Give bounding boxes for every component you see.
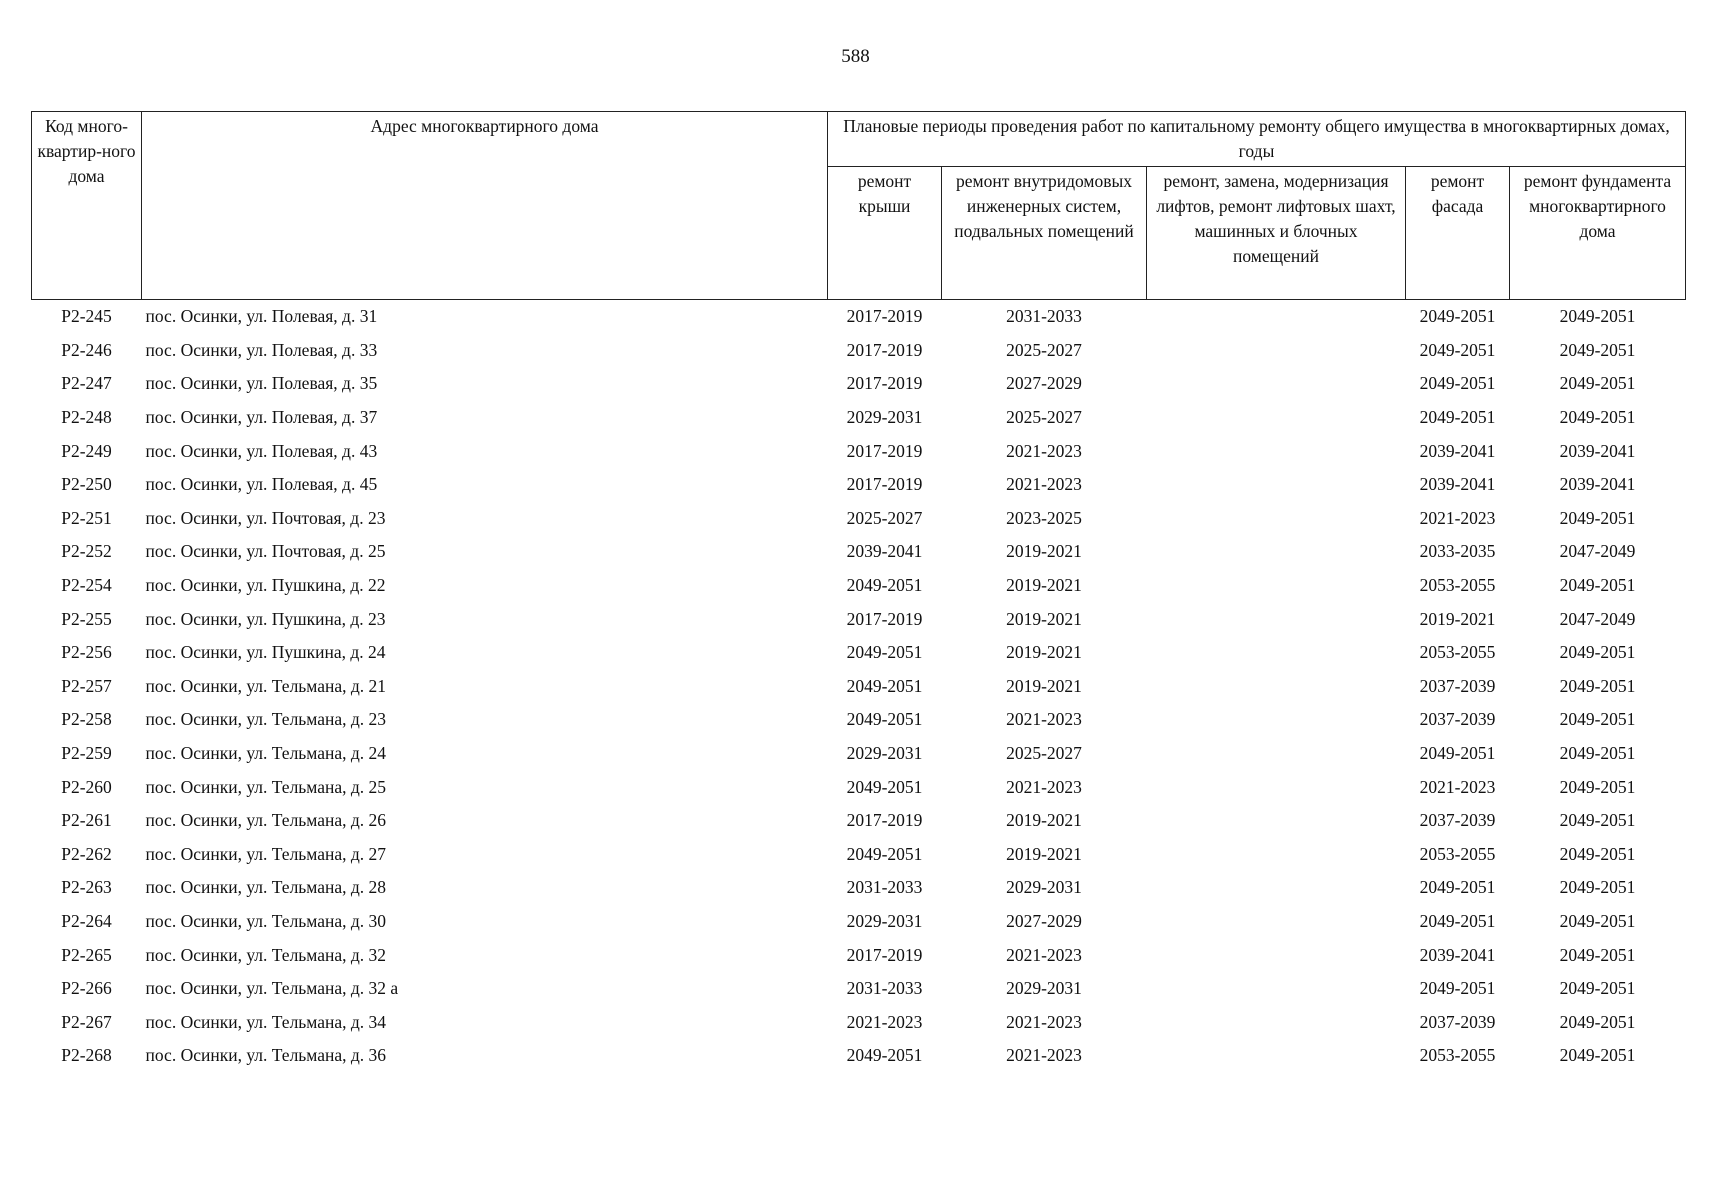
cell-systems: 2029-2031 xyxy=(1006,978,1082,999)
cell-foundation: 2049-2051 xyxy=(1559,306,1636,327)
cell-address: пос. Осинки, ул. Полевая, д. 33 xyxy=(145,339,378,360)
table-row xyxy=(32,770,1686,804)
cell-address: пос. Осинки, ул. Тельмана, д. 23 xyxy=(145,709,387,730)
cell-address: пос. Осинки, ул. Тельмана, д. 32 а xyxy=(145,978,399,999)
cell-facade: 2053-2055 xyxy=(1419,575,1496,596)
cell-lifts xyxy=(1147,602,1406,636)
cell-systems: 2027-2029 xyxy=(1006,910,1082,931)
cell-code: P2-246 xyxy=(61,339,112,360)
table-row xyxy=(32,938,1686,972)
header-roof: ремонт крыши xyxy=(828,167,942,300)
cell-code: P2-257 xyxy=(61,675,112,696)
cell-foundation: 2049-2051 xyxy=(1559,1045,1636,1066)
cell-lifts xyxy=(1147,1005,1406,1039)
cell-roof: 2049-2051 xyxy=(846,575,923,596)
cell-systems: 2023-2025 xyxy=(1006,507,1082,528)
header-code: Код много-квартир-ного дома xyxy=(32,112,142,300)
cell-roof: 2017-2019 xyxy=(846,440,923,461)
cell-lifts xyxy=(1147,468,1406,502)
cell-code: P2-264 xyxy=(61,910,112,931)
cell-facade: 2049-2051 xyxy=(1419,910,1496,931)
cell-code: P2-266 xyxy=(61,978,112,999)
cell-roof: 2025-2027 xyxy=(846,507,923,528)
cell-lifts xyxy=(1147,670,1406,704)
cell-lifts xyxy=(1147,905,1406,939)
cell-code: P2-248 xyxy=(61,407,112,428)
cell-facade: 2049-2051 xyxy=(1419,373,1496,394)
table-header xyxy=(32,112,1686,300)
cell-foundation: 2049-2051 xyxy=(1559,642,1636,663)
cell-roof: 2049-2051 xyxy=(846,843,923,864)
cell-roof: 2017-2019 xyxy=(846,810,923,831)
table-row xyxy=(32,871,1686,905)
cell-roof: 2049-2051 xyxy=(846,675,923,696)
cell-roof: 2049-2051 xyxy=(846,709,923,730)
cell-foundation: 2047-2049 xyxy=(1559,608,1636,629)
cell-code: P2-251 xyxy=(61,507,112,528)
cell-facade: 2049-2051 xyxy=(1419,978,1496,999)
cell-foundation: 2039-2041 xyxy=(1559,474,1636,495)
cell-facade: 2033-2035 xyxy=(1419,541,1496,562)
table-row xyxy=(32,367,1686,401)
table-row xyxy=(32,1039,1686,1073)
header-lifts: ремонт, замена, модернизация лифтов, ремонт лифтовых шахт, машинных и блочных помещений xyxy=(1147,167,1406,300)
cell-facade: 2053-2055 xyxy=(1419,1045,1496,1066)
cell-address: пос. Осинки, ул. Полевая, д. 45 xyxy=(145,474,378,495)
cell-foundation: 2049-2051 xyxy=(1559,339,1636,360)
cell-address: пос. Осинки, ул. Тельмана, д. 28 xyxy=(145,877,387,898)
cell-roof: 2017-2019 xyxy=(846,339,923,360)
cell-code: P2-265 xyxy=(61,944,112,965)
cell-code: P2-268 xyxy=(61,1045,112,1066)
table-row xyxy=(32,670,1686,704)
cell-address: пос. Осинки, ул. Полевая, д. 31 xyxy=(145,306,378,327)
cell-address: пос. Осинки, ул. Тельмана, д. 26 xyxy=(145,810,387,831)
cell-facade: 2037-2039 xyxy=(1419,810,1496,831)
cell-code: P2-260 xyxy=(61,776,112,797)
cell-code: P2-261 xyxy=(61,810,112,831)
cell-systems: 2019-2021 xyxy=(1006,843,1082,864)
cell-systems: 2029-2031 xyxy=(1006,877,1082,898)
table-row xyxy=(32,434,1686,468)
cell-address: пос. Осинки, ул. Полевая, д. 35 xyxy=(145,373,378,394)
cell-roof: 2049-2051 xyxy=(846,776,923,797)
cell-foundation: 2049-2051 xyxy=(1559,373,1636,394)
cell-lifts xyxy=(1147,367,1406,401)
table-body xyxy=(32,300,1686,1073)
cell-address: пос. Осинки, ул. Тельмана, д. 24 xyxy=(145,743,387,764)
table-row xyxy=(32,838,1686,872)
cell-foundation: 2049-2051 xyxy=(1559,843,1636,864)
cell-systems: 2027-2029 xyxy=(1006,373,1082,394)
cell-address: пос. Осинки, ул. Полевая, д. 37 xyxy=(145,407,378,428)
table-row xyxy=(32,972,1686,1006)
cell-lifts xyxy=(1147,838,1406,872)
cell-roof: 2039-2041 xyxy=(846,541,923,562)
cell-address: пос. Осинки, ул. Пушкина, д. 22 xyxy=(145,575,386,596)
capital-repair-table xyxy=(31,111,1686,1073)
cell-facade: 2053-2055 xyxy=(1419,642,1496,663)
cell-foundation: 2039-2041 xyxy=(1559,440,1636,461)
cell-roof: 2031-2033 xyxy=(846,978,923,999)
cell-lifts xyxy=(1147,535,1406,569)
cell-foundation: 2049-2051 xyxy=(1559,407,1636,428)
cell-lifts xyxy=(1147,737,1406,771)
cell-code: P2-252 xyxy=(61,541,112,562)
cell-address: пос. Осинки, ул. Почтовая, д. 25 xyxy=(145,541,386,562)
cell-systems: 2021-2023 xyxy=(1006,776,1082,797)
cell-systems: 2019-2021 xyxy=(1006,675,1082,696)
header-systems: ремонт внутридомовых инженерных систем, подвальных помещений xyxy=(942,167,1147,300)
table-row xyxy=(32,535,1686,569)
cell-roof: 2017-2019 xyxy=(846,474,923,495)
cell-systems: 2019-2021 xyxy=(1006,575,1082,596)
table-row xyxy=(32,502,1686,536)
cell-facade: 2049-2051 xyxy=(1419,339,1496,360)
cell-lifts xyxy=(1147,300,1406,334)
cell-code: P2-245 xyxy=(61,306,112,327)
cell-systems: 2025-2027 xyxy=(1006,339,1082,360)
cell-code: P2-250 xyxy=(61,474,112,495)
cell-roof: 2017-2019 xyxy=(846,306,923,327)
cell-address: пос. Осинки, ул. Тельмана, д. 32 xyxy=(145,944,387,965)
cell-systems: 2019-2021 xyxy=(1006,541,1082,562)
cell-foundation: 2049-2051 xyxy=(1559,743,1636,764)
cell-roof: 2029-2031 xyxy=(846,910,923,931)
cell-systems: 2021-2023 xyxy=(1006,474,1082,495)
cell-address: пос. Осинки, ул. Тельмана, д. 36 xyxy=(145,1045,387,1066)
cell-code: P2-263 xyxy=(61,877,112,898)
cell-systems: 2019-2021 xyxy=(1006,642,1082,663)
header-planned-periods: Плановые периоды проведения работ по капитальному ремонту общего имущества в многоквартирных домах, годы xyxy=(828,112,1686,167)
table-row xyxy=(32,602,1686,636)
cell-foundation: 2049-2051 xyxy=(1559,1011,1636,1032)
header-foundation: ремонт фундамента многоквартирного дома xyxy=(1510,167,1686,300)
cell-address: пос. Осинки, ул. Тельмана, д. 27 xyxy=(145,843,387,864)
cell-foundation: 2049-2051 xyxy=(1559,978,1636,999)
cell-code: P2-247 xyxy=(61,373,112,394)
cell-systems: 2021-2023 xyxy=(1006,944,1082,965)
cell-lifts xyxy=(1147,703,1406,737)
cell-address: пос. Осинки, ул. Пушкина, д. 24 xyxy=(145,642,386,663)
cell-systems: 2025-2027 xyxy=(1006,743,1082,764)
cell-facade: 2019-2021 xyxy=(1419,608,1496,629)
cell-lifts xyxy=(1147,972,1406,1006)
cell-lifts xyxy=(1147,938,1406,972)
cell-facade: 2053-2055 xyxy=(1419,843,1496,864)
cell-roof: 2031-2033 xyxy=(846,877,923,898)
table-row xyxy=(32,401,1686,435)
cell-code: P2-254 xyxy=(61,575,112,596)
header-address: Адрес многоквартирного дома xyxy=(142,112,828,300)
header-facade: ремонт фасада xyxy=(1406,167,1510,300)
cell-roof: 2017-2019 xyxy=(846,608,923,629)
cell-address: пос. Осинки, ул. Полевая, д. 43 xyxy=(145,440,378,461)
cell-systems: 2019-2021 xyxy=(1006,810,1082,831)
cell-foundation: 2049-2051 xyxy=(1559,944,1636,965)
cell-systems: 2019-2021 xyxy=(1006,608,1082,629)
cell-roof: 2021-2023 xyxy=(846,1011,923,1032)
cell-facade: 2049-2051 xyxy=(1419,877,1496,898)
cell-systems: 2025-2027 xyxy=(1006,407,1082,428)
cell-facade: 2049-2051 xyxy=(1419,306,1496,327)
cell-systems: 2021-2023 xyxy=(1006,1045,1082,1066)
cell-code: P2-255 xyxy=(61,608,112,629)
cell-address: пос. Осинки, ул. Тельмана, д. 30 xyxy=(145,910,387,931)
cell-lifts xyxy=(1147,569,1406,603)
cell-facade: 2039-2041 xyxy=(1419,440,1496,461)
table-row xyxy=(32,1005,1686,1039)
table-row xyxy=(32,468,1686,502)
cell-foundation: 2047-2049 xyxy=(1559,541,1636,562)
cell-roof: 2029-2031 xyxy=(846,407,923,428)
cell-facade: 2037-2039 xyxy=(1419,1011,1496,1032)
cell-lifts xyxy=(1147,434,1406,468)
cell-code: P2-258 xyxy=(61,709,112,730)
table-row xyxy=(32,737,1686,771)
cell-code: P2-262 xyxy=(61,843,112,864)
cell-roof: 2017-2019 xyxy=(846,944,923,965)
cell-code: P2-256 xyxy=(61,642,112,663)
cell-code: P2-249 xyxy=(61,440,112,461)
table-row xyxy=(32,905,1686,939)
cell-facade: 2021-2023 xyxy=(1419,776,1496,797)
table-row xyxy=(32,300,1686,334)
cell-facade: 2049-2051 xyxy=(1419,743,1496,764)
cell-address: пос. Осинки, ул. Тельмана, д. 34 xyxy=(145,1011,387,1032)
cell-facade: 2039-2041 xyxy=(1419,474,1496,495)
cell-lifts xyxy=(1147,636,1406,670)
cell-lifts xyxy=(1147,401,1406,435)
table-row xyxy=(32,569,1686,603)
cell-facade: 2039-2041 xyxy=(1419,944,1496,965)
cell-foundation: 2049-2051 xyxy=(1559,675,1636,696)
cell-foundation: 2049-2051 xyxy=(1559,709,1636,730)
cell-lifts xyxy=(1147,770,1406,804)
cell-foundation: 2049-2051 xyxy=(1559,810,1636,831)
cell-foundation: 2049-2051 xyxy=(1559,507,1636,528)
cell-address: пос. Осинки, ул. Тельмана, д. 25 xyxy=(145,776,387,797)
cell-facade: 2037-2039 xyxy=(1419,709,1496,730)
cell-roof: 2029-2031 xyxy=(846,743,923,764)
cell-lifts xyxy=(1147,334,1406,368)
cell-foundation: 2049-2051 xyxy=(1559,910,1636,931)
cell-code: P2-259 xyxy=(61,743,112,764)
cell-lifts xyxy=(1147,502,1406,536)
cell-address: пос. Осинки, ул. Тельмана, д. 21 xyxy=(145,675,387,696)
cell-roof: 2049-2051 xyxy=(846,642,923,663)
cell-systems: 2021-2023 xyxy=(1006,1011,1082,1032)
cell-facade: 2037-2039 xyxy=(1419,675,1496,696)
cell-systems: 2021-2023 xyxy=(1006,709,1082,730)
cell-facade: 2049-2051 xyxy=(1419,407,1496,428)
table-row xyxy=(32,636,1686,670)
cell-systems: 2031-2033 xyxy=(1006,306,1082,327)
cell-lifts xyxy=(1147,804,1406,838)
table-row xyxy=(32,804,1686,838)
cell-lifts xyxy=(1147,871,1406,905)
cell-foundation: 2049-2051 xyxy=(1559,575,1636,596)
cell-facade: 2021-2023 xyxy=(1419,507,1496,528)
cell-systems: 2021-2023 xyxy=(1006,440,1082,461)
table-row xyxy=(32,334,1686,368)
cell-code: P2-267 xyxy=(61,1011,112,1032)
cell-foundation: 2049-2051 xyxy=(1559,776,1636,797)
cell-foundation: 2049-2051 xyxy=(1559,877,1636,898)
cell-roof: 2049-2051 xyxy=(846,1045,923,1066)
cell-address: пос. Осинки, ул. Почтовая, д. 23 xyxy=(145,507,386,528)
cell-roof: 2017-2019 xyxy=(846,373,923,394)
table-row xyxy=(32,703,1686,737)
page-number: 588 xyxy=(841,46,870,67)
cell-address: пос. Осинки, ул. Пушкина, д. 23 xyxy=(145,608,386,629)
cell-lifts xyxy=(1147,1039,1406,1073)
